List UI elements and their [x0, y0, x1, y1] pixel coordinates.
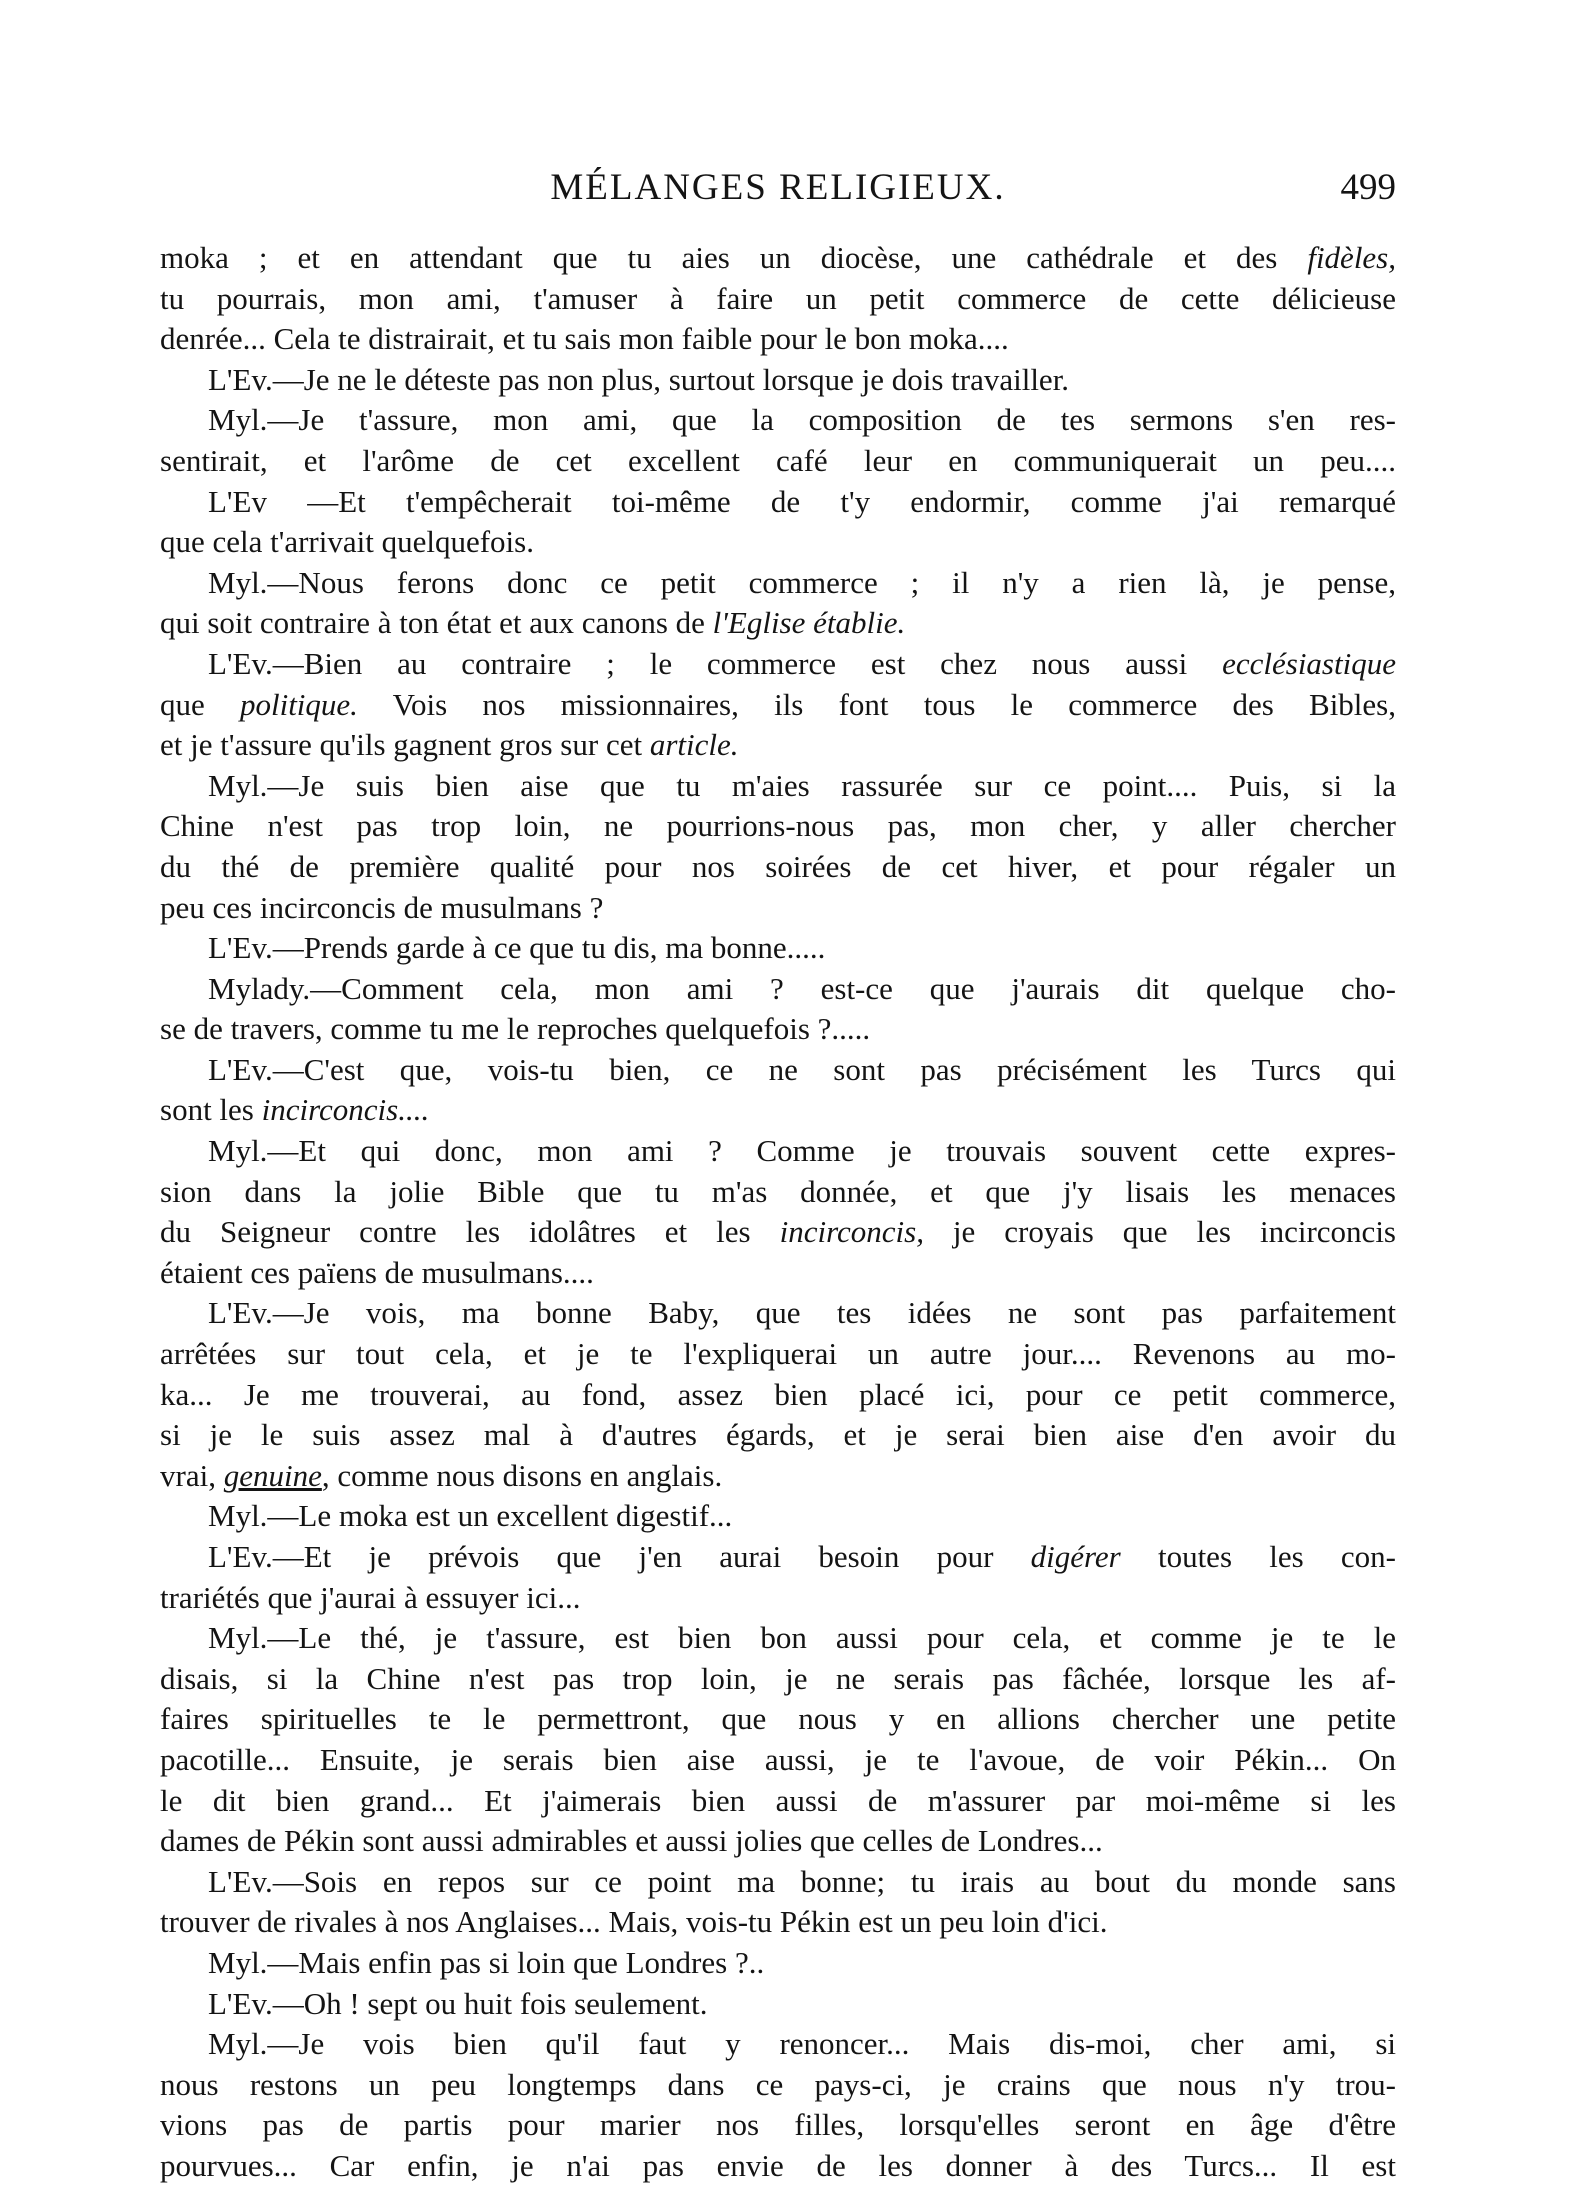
text-line [160, 928, 1396, 969]
text-segment: Chine n'est pas trop loin, ne pourrions-nous pas, mon cher, y aller chercher [160, 808, 1396, 844]
text-line [160, 522, 1396, 563]
italic-text: article. [649, 727, 739, 763]
text-segment: trariétés que j'aurai à essuyer ici... [160, 1579, 581, 1615]
text-line [160, 1334, 1396, 1375]
text-segment: sont les [160, 1092, 262, 1128]
text-line [160, 1699, 1396, 1740]
text-segment: trouver de rivales à nos Anglaises... Mais, vois-tu Pékin est un peu loin d'ici. [160, 1904, 1108, 1940]
text-line [160, 563, 1396, 604]
text-line [160, 1578, 1396, 1619]
text-line [160, 1781, 1396, 1822]
text-line [160, 1456, 1396, 1497]
text-segment: Myl.—Le moka est un excellent digestif... [208, 1498, 733, 1534]
text-segment: vions pas de partis pour marier nos filles, lorsqu'elles seront en âge d'être [160, 2107, 1396, 2143]
text-line [160, 1131, 1396, 1172]
text-segment: nous restons un peu longtemps dans ce pays-ci, je crains que nous n'y trou- [160, 2066, 1396, 2102]
text-segment: vrai, [160, 1457, 224, 1493]
text-segment: L'Ev.—Bien au contraire ; le commerce est chez nous aussi [208, 645, 1223, 681]
text-line [160, 1902, 1396, 1943]
text-line [160, 969, 1396, 1010]
text-line [160, 2146, 1396, 2187]
text-segment: faires spirituelles te le permettront, que nous y en allions chercher une petite [160, 1701, 1396, 1737]
text-line [160, 806, 1396, 847]
text-line [160, 603, 1396, 644]
text-segment: si je le suis assez mal à d'autres égards, et je serai bien aise d'en avoir du [160, 1417, 1396, 1453]
text-segment: Myl.—Mais enfin pas si loin que Londres ?.. [208, 1944, 765, 1980]
italic-text: genuine [223, 1457, 322, 1493]
text-segment: Myl.—Et qui donc, mon ami ? Comme je trouvais souvent cette expres- [208, 1133, 1396, 1169]
text-segment: dames de Pékin sont aussi admirables et aussi jolies que celles de Londres... [160, 1823, 1103, 1859]
text-line [160, 1618, 1396, 1659]
text-segment: tu pourrais, mon ami, t'amuser à faire un petit commerce de cette délicieuse [160, 280, 1396, 316]
text-line [160, 2024, 1396, 2065]
text-line [160, 1496, 1396, 1537]
text-segment: du Seigneur contre les idolâtres et les [160, 1214, 780, 1250]
text-segment: L'Ev.—Oh ! sept ou huit fois seulement. [208, 1985, 708, 2021]
text-segment: L'Ev.—Je ne le déteste pas non plus, surtout lorsque je dois travailler. [208, 361, 1070, 397]
text-segment: Myl.—Le thé, je t'assure, est bien bon aussi pour cela, et comme je te le [208, 1620, 1396, 1656]
text-line [160, 1293, 1396, 1334]
text-segment: étaient ces païens de musulmans.... [160, 1254, 594, 1290]
text-segment: L'Ev.—Sois en repos sur ce point ma bonne; tu irais au bout du monde sans [208, 1863, 1396, 1899]
text-line [160, 1984, 1396, 2025]
text-segment: ka... Je me trouverai, au fond, assez bien placé ici, pour ce petit commerce, [160, 1376, 1396, 1412]
italic-text: fidèles, [1307, 240, 1396, 275]
text-segment: sentirait, et l'arôme de cet excellent café leur en communiquerait un peu.... [160, 442, 1396, 478]
italic-text: l'Eglise établie. [712, 605, 906, 641]
text-line [160, 1172, 1396, 1213]
text-line [160, 1740, 1396, 1781]
text-segment: peu ces incirconcis de musulmans ? [160, 889, 604, 925]
text-line [160, 238, 1396, 279]
text-line [160, 644, 1396, 685]
text-line [160, 400, 1396, 441]
text-line [160, 1659, 1396, 1700]
text-line [160, 1009, 1396, 1050]
italic-text: politique. [239, 686, 358, 722]
text-segment: je croyais que les incirconcis [923, 1214, 1396, 1250]
text-segment: L'Ev —Et t'empêcherait toi-même de t'y endormir, comme j'ai remarqué [208, 483, 1396, 519]
text-segment: arrêtées sur tout cela, et je te l'expliquerai un autre jour.... Revenons au mo- [160, 1336, 1396, 1372]
text-segment: et je t'assure qu'ils gagnent gros sur cet [160, 727, 650, 763]
text-segment: le dit bien grand... Et j'aimerais bien aussi de m'assurer par moi-même si les [160, 1782, 1396, 1818]
text-segment: pourvues... Car enfin, je n'ai pas envie de les donner à des Turcs... Il est [160, 2147, 1396, 2183]
text-segment: sion dans la jolie Bible que tu m'as donnée, et que j'y lisais les menaces [160, 1173, 1396, 1209]
text-segment: moka ; et en attendant que tu aies un diocèse, une cathédrale et des [160, 240, 1308, 275]
text-segment: du thé de première qualité pour nos soirées de cet hiver, et pour régaler un [160, 848, 1396, 884]
text-line [160, 1050, 1396, 1091]
text-segment: pacotille... Ensuite, je serais bien aise aussi, je te l'avoue, de voir Pékin... On [160, 1741, 1396, 1777]
text-line [160, 766, 1396, 807]
text-line [160, 1212, 1396, 1253]
text-segment: toutes les con- [1120, 1539, 1396, 1574]
running-title: MÉLANGES RELIGIEUX. [550, 167, 1006, 208]
text-segment: se de travers, comme tu me le reproches quelquefois ?..... [160, 1011, 871, 1047]
text-line [160, 847, 1396, 888]
text-segment: que [160, 686, 240, 722]
text-segment: qui soit contraire à ton état et aux canons de [160, 605, 713, 641]
text-segment: L'Ev.—C'est que, vois-tu bien, ce ne sont pas précisément les Turcs qui [208, 1051, 1396, 1087]
italic-text: incirconcis, [779, 1214, 924, 1250]
text-segment: Myl.—Je t'assure, mon ami, que la composition de tes sermons s'en res- [208, 402, 1396, 438]
text-segment: Vois nos missionnaires, ils font tous le commerce des Bibles, [357, 686, 1396, 722]
text-segment: denrée... Cela te distrairait, et tu sais mon faible pour le bon moka.... [160, 321, 1009, 357]
text-line [160, 319, 1396, 360]
text-segment: Mylady.—Comment cela, mon ami ? est-ce que j'aurais dit quelque cho- [208, 970, 1396, 1006]
text-line [160, 360, 1396, 401]
italic-text: incirconcis.... [261, 1092, 430, 1128]
text-line [160, 1253, 1396, 1294]
text-segment: Myl.—Je vois bien qu'il faut y renoncer... Mais dis-moi, cher ami, si [208, 2026, 1396, 2062]
text-line [160, 685, 1396, 726]
text-segment: L'Ev.—Je vois, ma bonne Baby, que tes idées ne sont pas parfaitement [208, 1295, 1396, 1331]
text-segment: , comme nous disons en anglais. [321, 1457, 723, 1493]
text-line [160, 2065, 1396, 2106]
text-line [160, 888, 1396, 929]
text-segment: Myl.—Nous ferons donc ce petit commerce ; il n'y a rien là, je pense, [208, 564, 1396, 600]
text-line [160, 1375, 1396, 1416]
text-line [160, 1415, 1396, 1456]
text-line [160, 1943, 1396, 1984]
page-header [160, 158, 1396, 218]
text-line [160, 725, 1396, 766]
text-line [160, 2105, 1396, 2146]
italic-text: digérer [1030, 1539, 1121, 1574]
text-line [160, 1821, 1396, 1862]
text-segment: L'Ev.—Et je prévois que j'en aurai besoin pour [208, 1539, 1031, 1574]
text-line [160, 279, 1396, 320]
text-segment: que cela t'arrivait quelquefois. [160, 524, 534, 560]
text-line [160, 1090, 1396, 1131]
text-line [160, 441, 1396, 482]
text-line [160, 482, 1396, 523]
text-segment: Myl.—Je suis bien aise que tu m'aies rassurée sur ce point.... Puis, si la [208, 767, 1396, 803]
body-text [160, 238, 1396, 2187]
text-line [160, 1537, 1396, 1578]
text-segment: L'Ev.—Prends garde à ce que tu dis, ma bonne..... [208, 930, 826, 966]
page-number: 499 [1340, 167, 1396, 208]
italic-text: ecclésiastique [1222, 645, 1396, 681]
text-segment: disais, si la Chine n'est pas trop loin, je ne serais pas fâchée, lorsque les af- [160, 1660, 1396, 1696]
text-line [160, 1862, 1396, 1903]
